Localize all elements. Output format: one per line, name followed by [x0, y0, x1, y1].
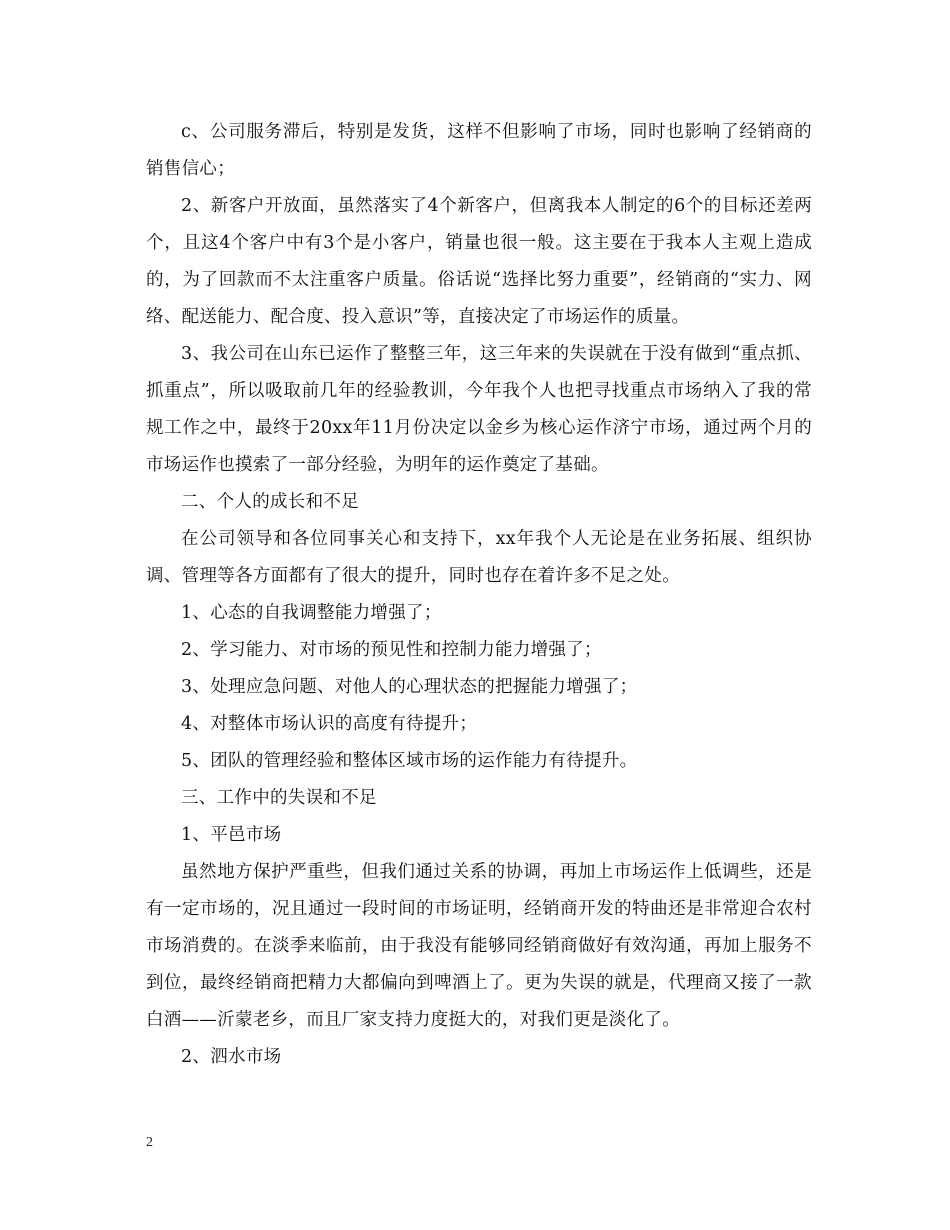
page-number: 2 [146, 1135, 153, 1150]
section-heading-personal-growth: 二、个人的成长和不足 [181, 492, 359, 512]
section-heading-mistakes: 三、工作中的失误和不足 [181, 788, 377, 808]
subheading-sishui-market: 2、泗水市场 [181, 1047, 282, 1067]
list-item-growth-4: 4、对整体市场认识的高度有待提升； [181, 714, 478, 734]
list-item-growth-1: 1、心态的自我调整能力增强了； [181, 603, 442, 623]
subheading-pingyi-market: 1、平邑市场 [181, 825, 282, 845]
list-item-growth-3: 3、处理应急问题、对他人的心理状态的把握能力增强了； [181, 677, 638, 697]
list-item-growth-5: 5、团队的管理经验和整体区域市场的运作能力有待提升。 [181, 751, 638, 771]
paragraph-shandong-operation: 3、我公司在山东已运作了整整三年，这三年来的失误就在于没有做到“重点抓、抓重点”，所以吸取前几年的经验教训，今年我个人也把寻找重点市场纳入了我的常规工作之中，最终于20xx年11月份决定以金乡为核心运作济宁市场，通过两个月的市场运作也摸索了一部分经验，为明年的运作奠定了基础。 [146, 344, 812, 475]
paragraph-pingyi-details: 虽然地方保护严重些，但我们通过关系的协调，再加上市场运作上低调些，还是有一定市场的，况且通过一段时间的市场证明，经销商开发的特曲还是非常迎合农村市场消费的。在淡季来临前，由于我没有能够同经销商做好有效沟通，再加上服务不到位，最终经销商把精力大都偏向到啤酒上了。更为失误的就是，代理商又接了一款白酒——沂蒙老乡，而且厂家支持力度挺大的，对我们更是淡化了。 [146, 862, 812, 1030]
paragraph-service-lag: c、公司服务滞后，特别是发货，这样不但影响了市场，同时也影响了经销商的销售信心； [146, 122, 812, 179]
list-item-growth-2: 2、学习能力、对市场的预见性和控制力能力增强了； [181, 640, 602, 660]
document-body [146, 114, 812, 1076]
paragraph-new-customers: 2、新客户开放面，虽然落实了4个新客户，但离我本人制定的6个的目标还差两个，且这4个客户中有3个是小客户，销量也很一般。这主要在于我本人主观上造成的，为了回款而不太注重客户质量。俗话说“选择比努力重要”，经销商的“实力、网络、配送能力、配合度、投入意识”等，直接决定了市场运作的质量。 [146, 196, 812, 327]
paragraph-growth-intro: 在公司领导和各位同事关心和支持下，xx年我个人无论是在业务拓展、组织协调、管理等各方面都有了很大的提升，同时也存在着许多不足之处。 [146, 529, 812, 586]
